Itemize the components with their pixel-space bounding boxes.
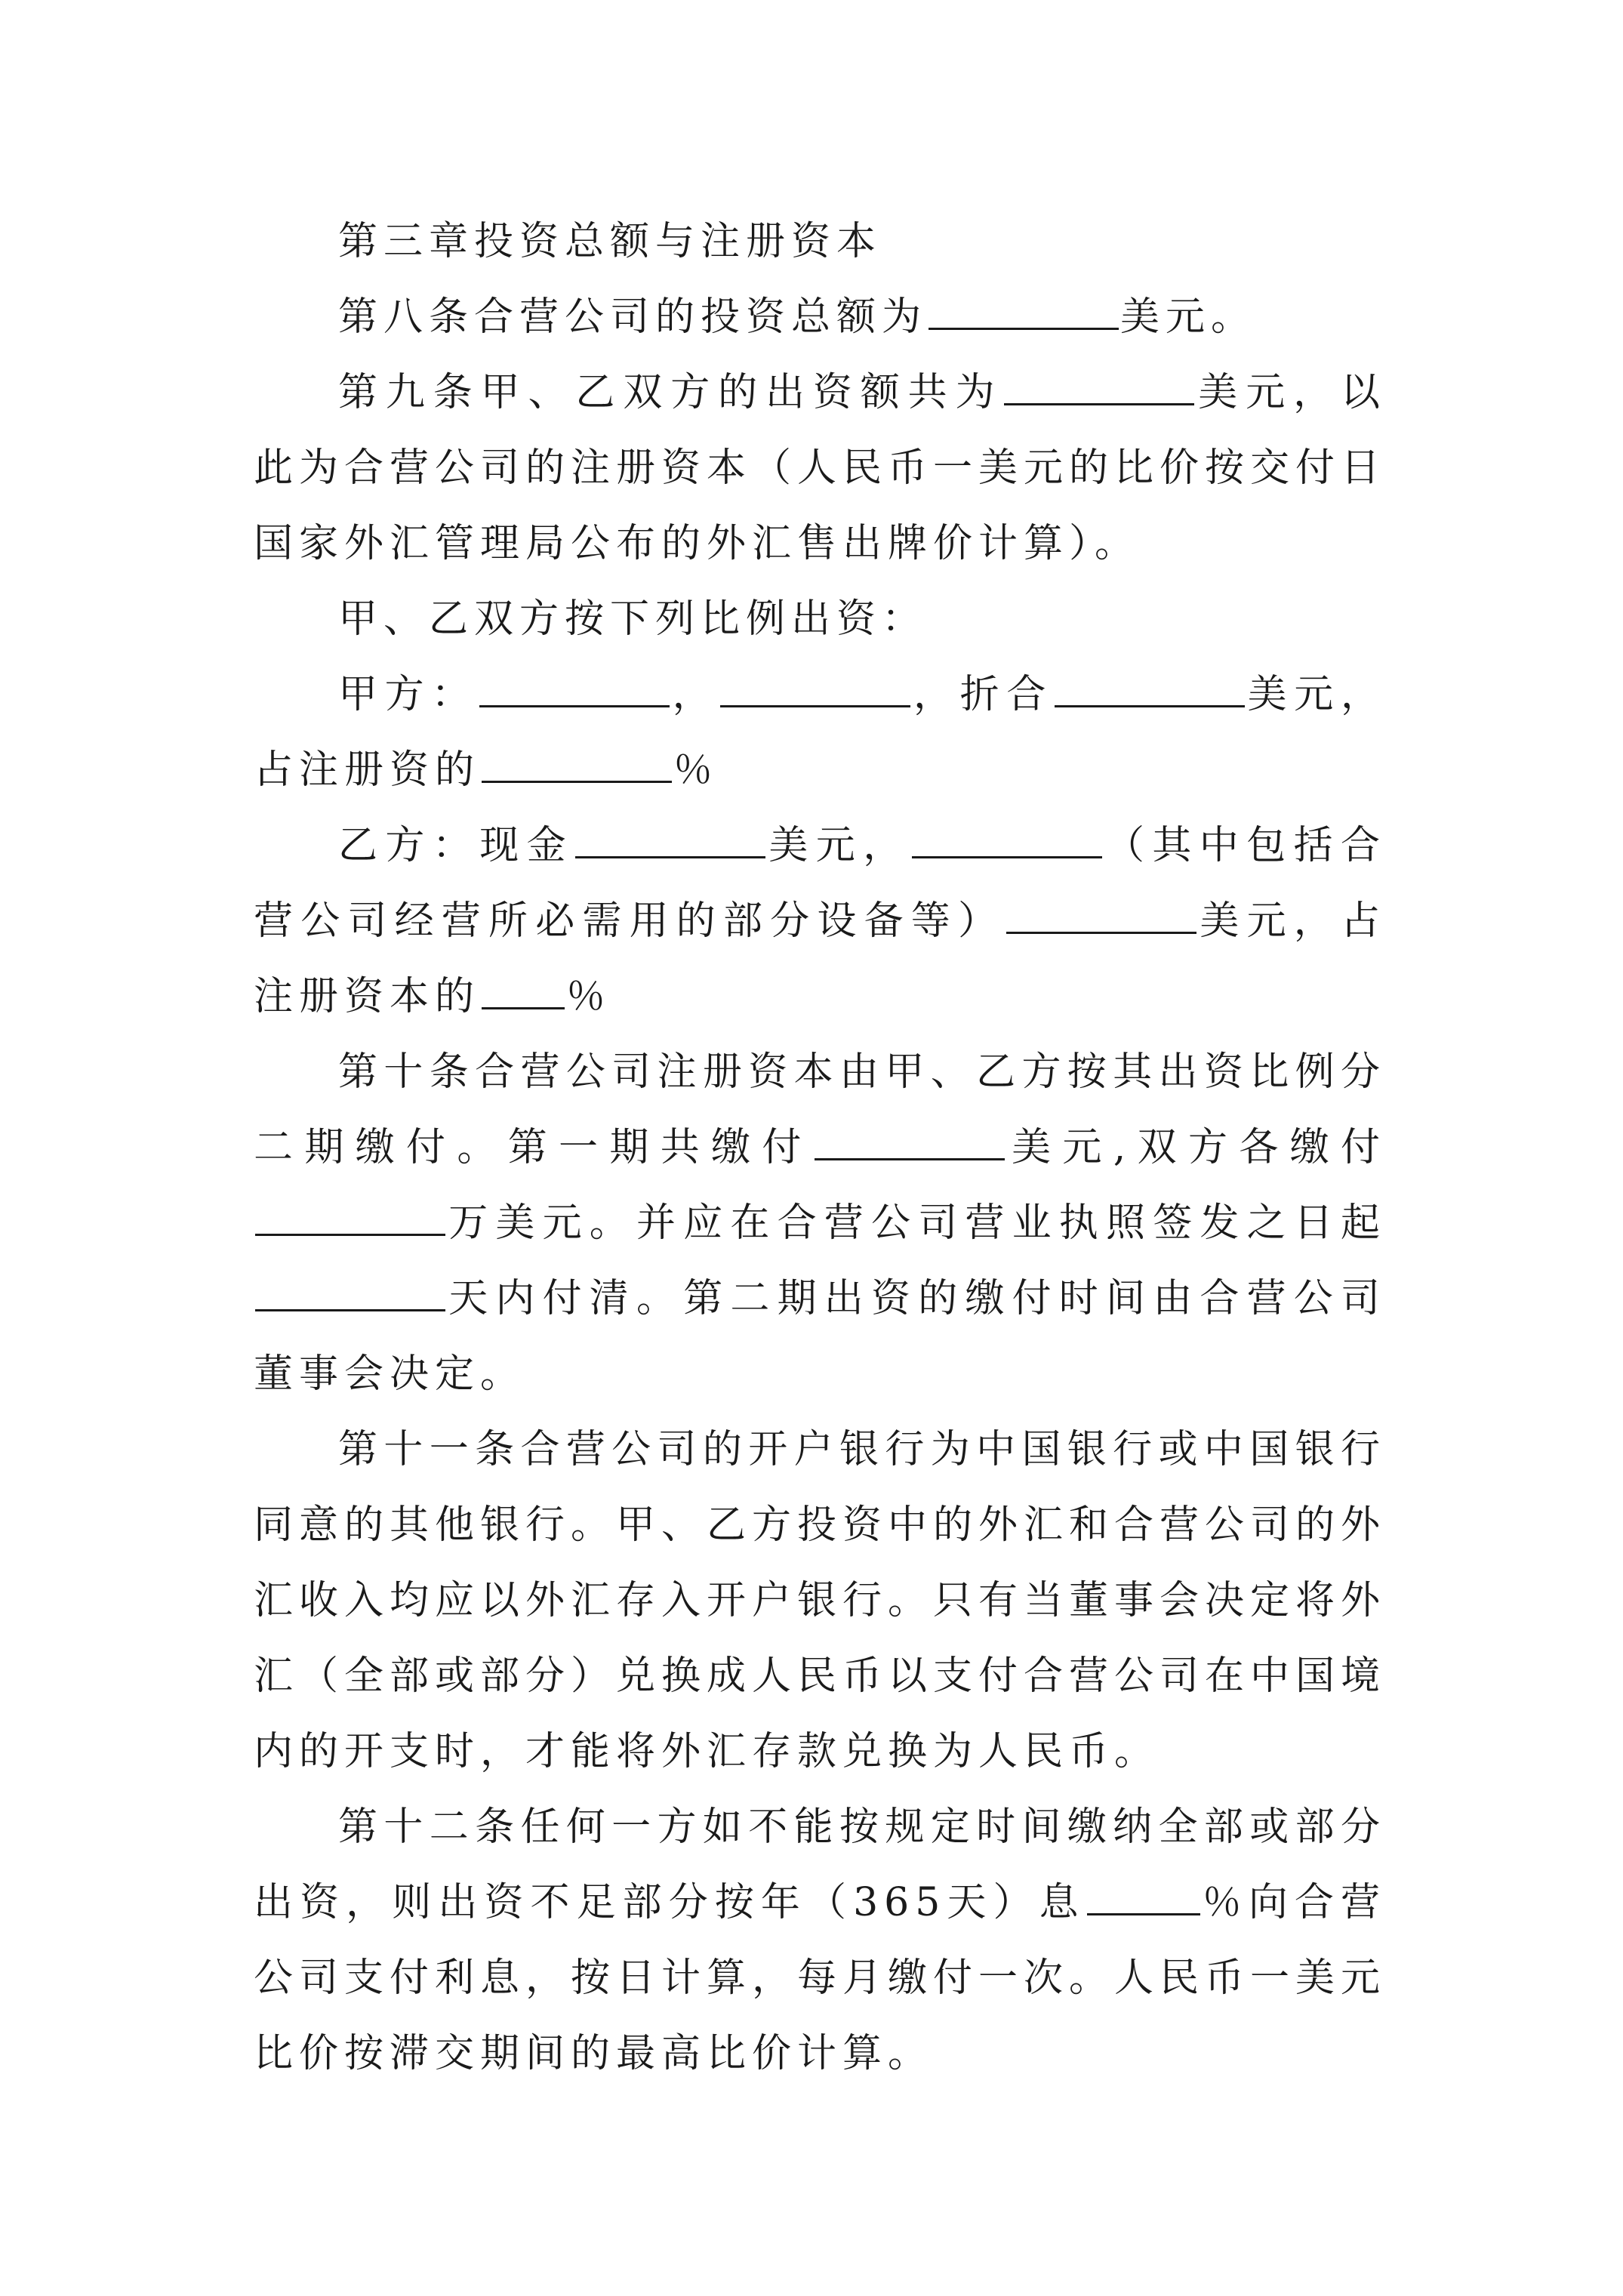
article-8 <box>254 279 1386 355</box>
party-b-text-b: 美元， <box>767 823 910 868</box>
article-12-text-a: 第十二条任何一方如不能按规定时间缴纳全部或部分出资，则出资不足部分按年（365天）息 <box>254 1804 1386 1925</box>
fill-blank <box>479 660 670 707</box>
article-11 <box>254 1412 1386 1789</box>
contribution-ratio <box>254 581 1386 657</box>
party-a-text-c: ，折合 <box>912 672 1053 717</box>
article-8-text-a: 第八条合营公司的投资总额为 <box>338 294 928 340</box>
fill-blank <box>912 811 1102 858</box>
party-a-text-a: 甲方： <box>338 672 478 717</box>
party-a-contribution <box>254 657 1386 808</box>
fill-blank <box>482 962 565 1009</box>
article-8-text-b: 美元。 <box>1120 294 1257 340</box>
chapter-title <box>254 204 1386 279</box>
party-b-text-d: 美元，占注册资本的 <box>254 898 1386 1019</box>
article-12 <box>254 1789 1386 2091</box>
fill-blank <box>255 1188 445 1236</box>
article-9 <box>254 355 1386 581</box>
chapter-title-text: 第三章投资总额与注册资本 <box>338 219 882 264</box>
article-12-text-b: ％向合营公司支付利息，按日计算，每月缴付一次。人民币一美元比价按滞交期间的最高比价计算。 <box>254 1880 1387 2076</box>
fill-blank <box>255 1264 445 1311</box>
fill-blank <box>929 282 1119 330</box>
party-b-text-a: 乙方：现金 <box>338 823 574 868</box>
fill-blank <box>1087 1868 1200 1915</box>
fill-blank <box>815 1113 1005 1160</box>
article-10-text-d: 天内付清。第二期出资的缴付时间由合营公司董事会决定。 <box>254 1276 1386 1397</box>
fill-blank <box>720 660 910 707</box>
document-body <box>254 204 1386 2091</box>
party-a-text-e: ％ <box>673 747 719 793</box>
article-11-text: 第十一条合营公司的开户银行为中国银行或中国银行同意的其他银行。甲、乙方投资中的外汇和合营公司的外汇收入均应以外汇存入开户银行。只有当董事会决定将外汇（全部或部分）兑换成人民币以支付合营公司在中国境内的开支时，才能将外汇存款兑换为人民币。 <box>254 1427 1387 1774</box>
party-b-text-e: ％ <box>566 974 612 1019</box>
article-10-text-c: 万美元。并应在合营公司营业执照签发之日起 <box>447 1200 1386 1246</box>
party-b-contribution <box>254 808 1386 1034</box>
article-10-text-a: 第十条合营公司注册资本由甲、乙方按其出资比例分二期缴付。第一期共缴付 <box>254 1049 1386 1170</box>
fill-blank <box>1006 886 1196 934</box>
fill-blank <box>482 735 672 783</box>
contribution-ratio-text: 甲、乙双方按下列比例出资： <box>338 596 928 642</box>
article-10 <box>254 1034 1386 1412</box>
article-9-text-b: 美元，以此为合营公司的注册资本（人民币一美元的比价按交付日国家外汇管理局公布的外汇售出牌价计算）。 <box>254 370 1387 566</box>
fill-blank <box>575 811 765 858</box>
fill-blank <box>1055 660 1245 707</box>
party-a-text-b: ， <box>671 672 719 717</box>
party-a-text-d: 美元，占注册资的 <box>254 672 1386 793</box>
fill-blank <box>1004 358 1194 405</box>
article-9-text-a: 第九条甲、乙双方的出资额共为 <box>338 370 1003 415</box>
party-b-text-c: （其中包括合营公司经营所必需用的部分设备等） <box>254 823 1386 944</box>
article-10-text-b: 美元,双方各缴付 <box>1006 1125 1386 1170</box>
